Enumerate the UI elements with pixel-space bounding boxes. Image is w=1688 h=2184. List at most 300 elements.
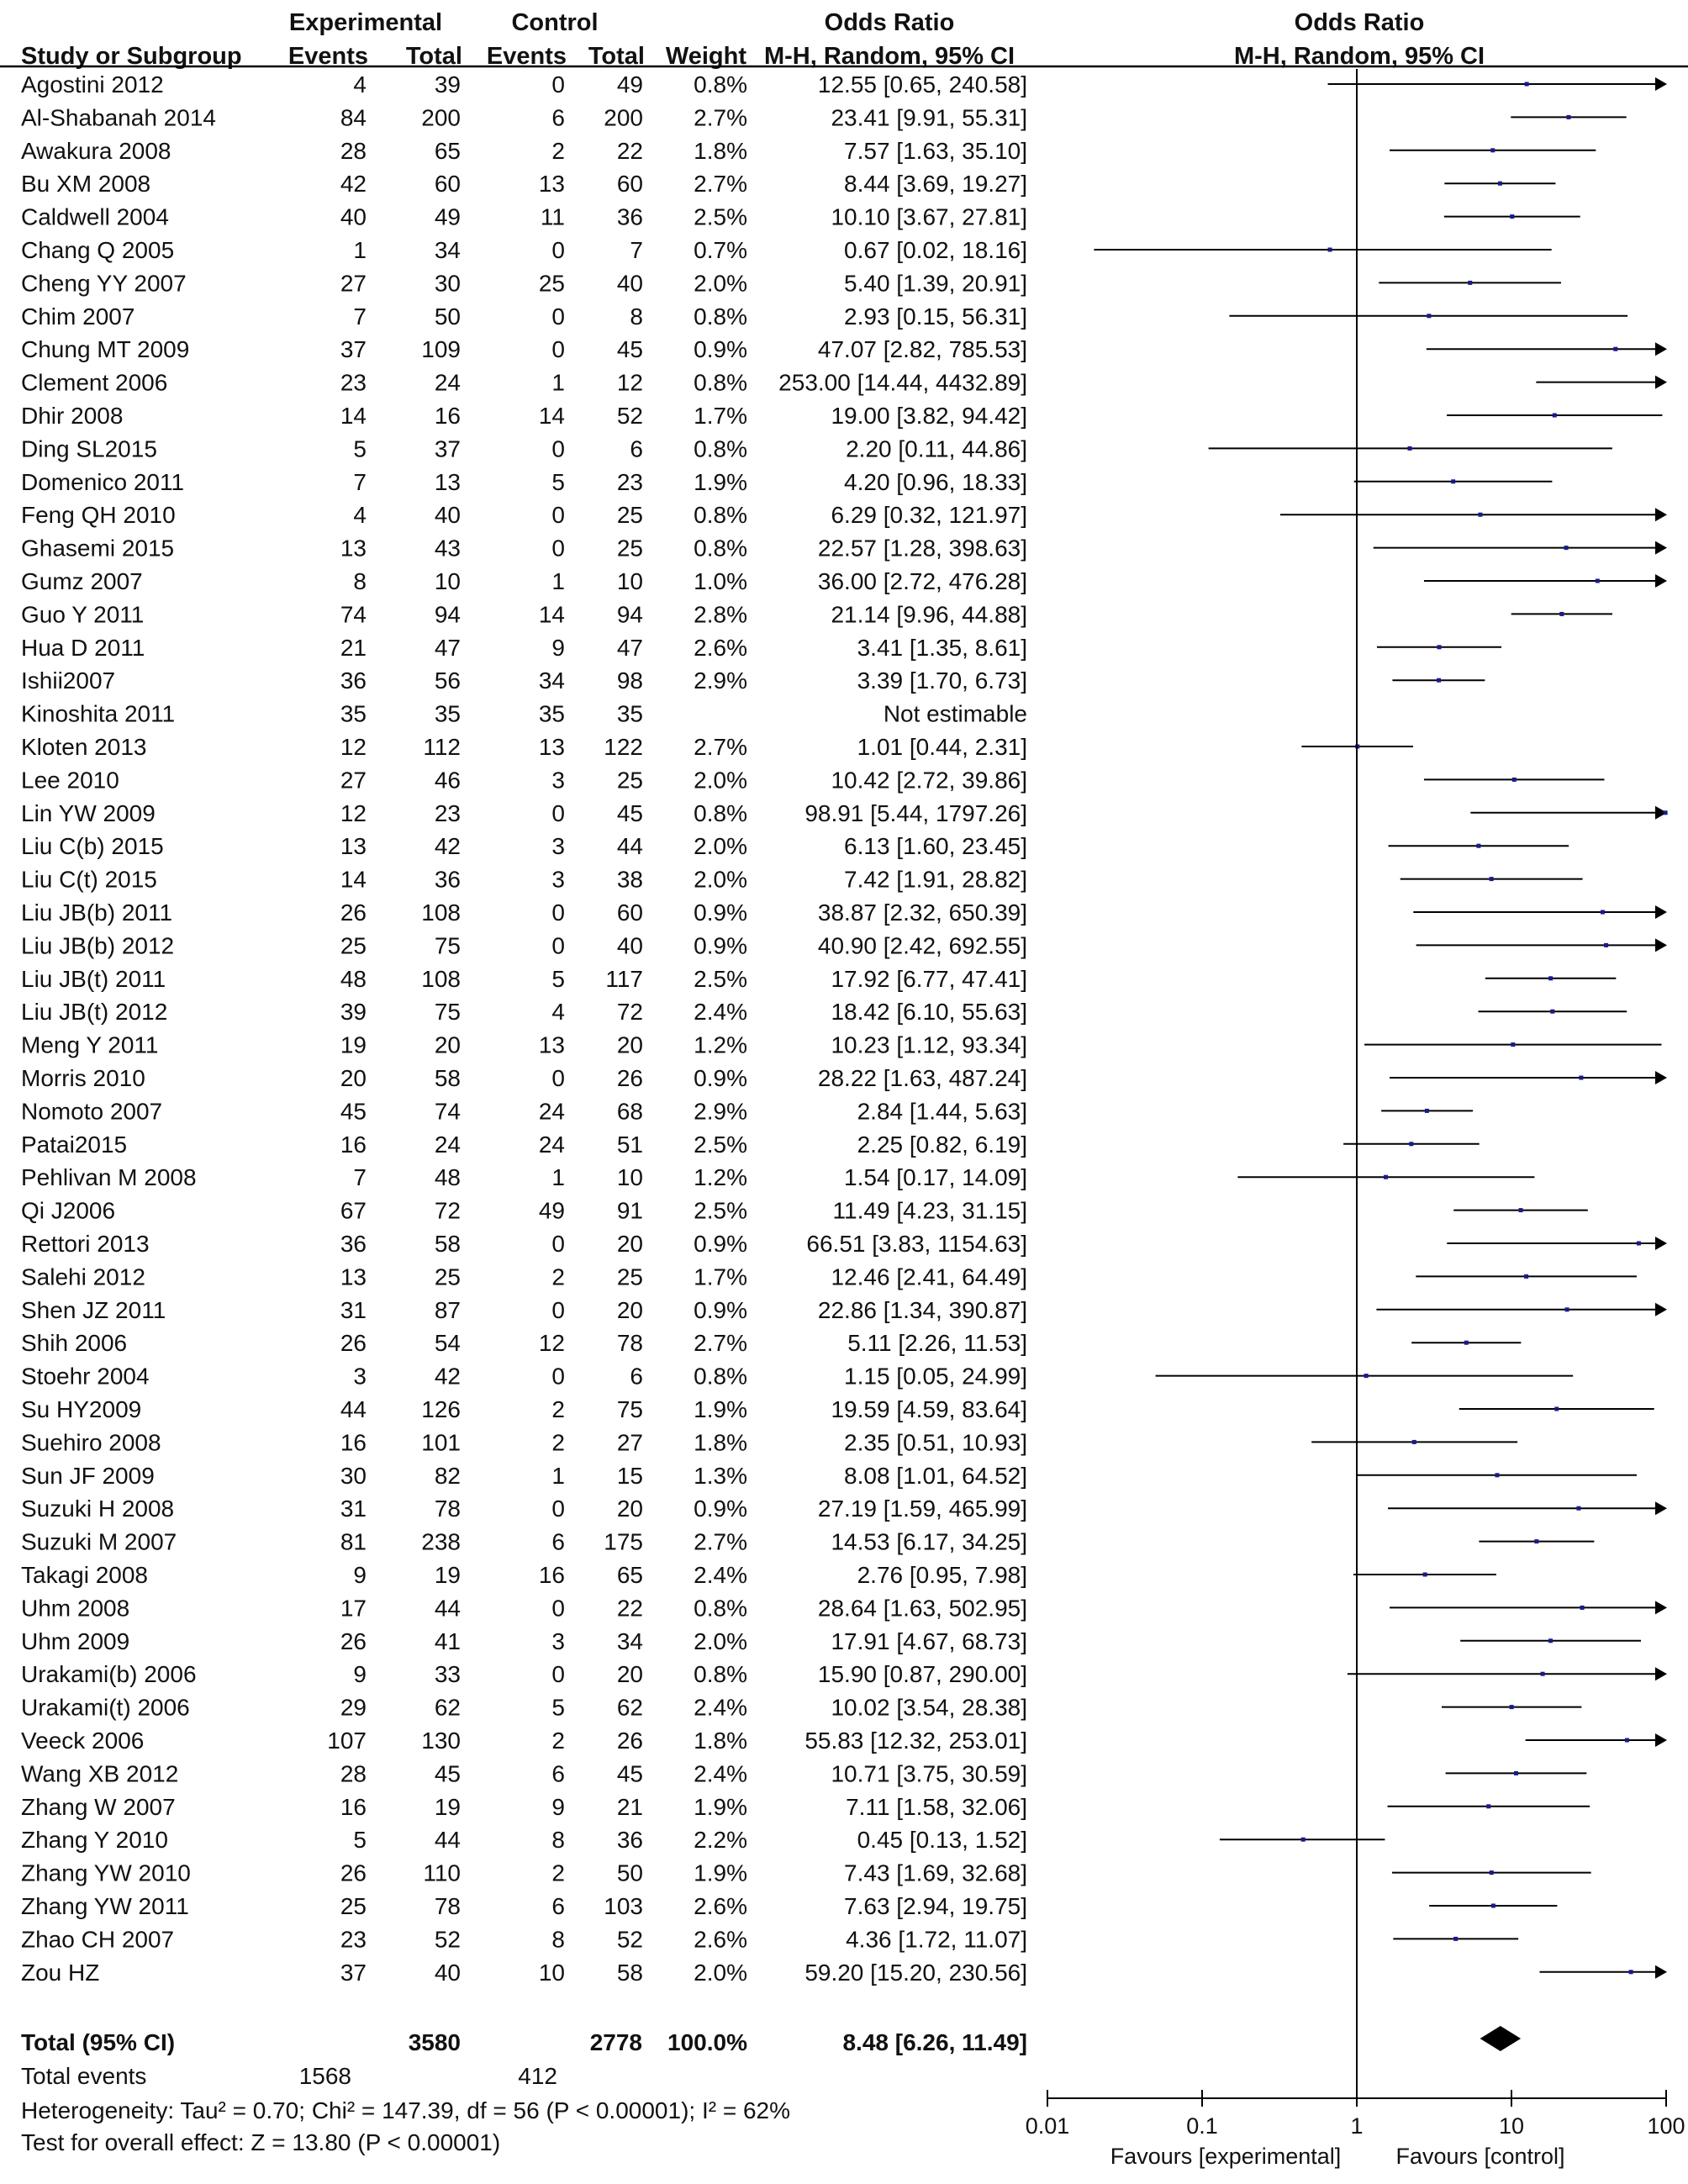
- total-ctl: 91: [616, 1197, 643, 1224]
- total-exp: 45: [434, 1760, 461, 1787]
- events-ctl: 6: [551, 1528, 565, 1555]
- weight: 0.8%: [694, 369, 747, 396]
- table-row: [21, 370, 1027, 396]
- events-ctl: 49: [538, 1197, 565, 1224]
- table-row: [21, 1132, 1027, 1158]
- ci-arrow: [1655, 1237, 1667, 1250]
- events-exp: 5: [353, 1827, 367, 1854]
- point-estimate: [1478, 513, 1482, 517]
- odds-ratio-ci: 11.49 [4.23, 31.15]: [832, 1197, 1027, 1224]
- weight: 0.8%: [694, 435, 747, 462]
- point-estimate: [1498, 182, 1502, 186]
- total-ctl: 62: [616, 1694, 643, 1721]
- total-exp: 33: [434, 1661, 461, 1688]
- table-row: [21, 1728, 1027, 1754]
- point-estimate: [1301, 1838, 1306, 1842]
- total-ctl: 49: [616, 71, 643, 98]
- point-estimate: [1550, 1010, 1554, 1014]
- events-ctl: 0: [551, 1496, 565, 1522]
- total-exp: 54: [434, 1330, 461, 1357]
- odds-ratio-ci: 47.07 [2.82, 785.53]: [817, 336, 1027, 363]
- table-row: [21, 435, 1027, 462]
- odds-ratio-ci: 10.23 [1.12, 93.34]: [831, 1031, 1027, 1058]
- total-ctl: 122: [604, 734, 643, 760]
- events-ctl: 0: [551, 435, 565, 462]
- x-tick-label: 0.01: [1025, 2113, 1070, 2139]
- total-ctl: 23: [616, 468, 643, 495]
- events-ctl: 6: [551, 1893, 565, 1919]
- total-ctl: 25: [616, 535, 643, 562]
- events-ctl: 9: [551, 634, 565, 661]
- table-row: [21, 1263, 1027, 1290]
- study-name: Caldwell 2004: [21, 203, 169, 230]
- header-control: Control: [511, 9, 599, 36]
- total-exp: 36: [434, 866, 461, 893]
- total-exp: 39: [434, 71, 461, 98]
- total-ctl: 45: [616, 336, 643, 363]
- weight: 2.9%: [694, 667, 747, 694]
- odds-ratio-ci: 6.13 [1.60, 23.45]: [844, 833, 1027, 860]
- total-exp: 75: [434, 932, 461, 959]
- weight: 2.7%: [694, 1330, 747, 1357]
- point-estimate: [1553, 414, 1557, 418]
- ci-arrow: [1655, 508, 1667, 521]
- header-odds-ratio-plot: Odds Ratio: [1294, 9, 1425, 36]
- weight: 1.8%: [694, 137, 747, 164]
- events-ctl: 0: [551, 932, 565, 959]
- point-estimate: [1566, 115, 1570, 119]
- weight: 2.0%: [694, 833, 747, 860]
- table-row: [21, 1198, 1027, 1224]
- point-estimate: [1409, 1142, 1413, 1146]
- point-estimate: [1364, 1374, 1369, 1378]
- table-row: [21, 1463, 1027, 1489]
- total-exp: 126: [421, 1396, 461, 1422]
- odds-ratio-ci: 7.57 [1.63, 35.10]: [844, 137, 1027, 164]
- total-ctl: 78: [616, 1330, 643, 1357]
- total-ctl: 8: [630, 303, 643, 330]
- table-row: [21, 469, 1027, 495]
- total-ctl: 15: [616, 1462, 643, 1489]
- events-exp: 42: [340, 171, 367, 198]
- total-exp: 101: [421, 1429, 461, 1456]
- events-ctl: 3: [551, 1627, 565, 1654]
- point-estimate: [1327, 248, 1332, 252]
- total-exp: 13: [434, 468, 461, 495]
- point-estimate: [1468, 281, 1472, 285]
- weight: 0.9%: [694, 932, 747, 959]
- odds-ratio-ci: 19.59 [4.59, 83.64]: [831, 1396, 1027, 1422]
- study-name: Hua D 2011: [21, 634, 145, 661]
- total-ctl: 35: [616, 700, 643, 727]
- weight: 1.8%: [694, 1429, 747, 1456]
- odds-ratio-ci: 3.39 [1.70, 6.73]: [857, 667, 1027, 694]
- weight: 0.8%: [694, 71, 747, 98]
- events-ctl: 5: [551, 1694, 565, 1721]
- weight: 1.9%: [694, 1396, 747, 1422]
- odds-ratio-ci: 12.46 [2.41, 64.49]: [831, 1263, 1027, 1290]
- total-exp: 60: [434, 171, 461, 198]
- weight: 1.7%: [694, 403, 747, 429]
- odds-ratio-ci: 2.76 [0.95, 7.98]: [857, 1562, 1027, 1588]
- events-exp: 81: [340, 1528, 367, 1555]
- total-ctl: 45: [616, 799, 643, 826]
- total-ctl: 38: [616, 866, 643, 893]
- point-estimate: [1437, 678, 1441, 683]
- study-name: Awakura 2008: [21, 137, 171, 164]
- total-exp: 23: [434, 799, 461, 826]
- odds-ratio-ci: 23.41 [9.91, 55.31]: [831, 104, 1027, 131]
- study-name: Zhang YW 2010: [21, 1860, 191, 1886]
- total-ctl: 6: [630, 1363, 643, 1390]
- odds-ratio-ci: 22.86 [1.34, 390.87]: [817, 1296, 1027, 1323]
- point-estimate: [1580, 1606, 1585, 1610]
- total-exp: 200: [421, 104, 461, 131]
- total-exp: 40: [434, 1959, 461, 1986]
- study-name: Agostini 2012: [21, 71, 164, 98]
- events-ctl: 1: [551, 1164, 565, 1191]
- total-exp: 16: [434, 403, 461, 429]
- odds-ratio-ci: 2.20 [0.11, 44.86]: [846, 435, 1027, 462]
- table-row: [21, 1628, 1027, 1654]
- total-exp: 19: [434, 1562, 461, 1588]
- events-ctl: 13: [538, 734, 565, 760]
- total-exp: 75: [434, 999, 461, 1026]
- odds-ratio-ci: 2.35 [0.51, 10.93]: [844, 1429, 1027, 1456]
- study-name: Patai2015: [21, 1131, 128, 1158]
- total-exp: 35: [434, 700, 461, 727]
- total-exp: 3580: [408, 2029, 461, 2055]
- events-exp: 30: [340, 1462, 367, 1489]
- events-exp: 31: [340, 1496, 367, 1522]
- study-name: Pehlivan M 2008: [21, 1164, 197, 1191]
- weight: 0.9%: [694, 1065, 747, 1091]
- ci-arrow: [1655, 1071, 1667, 1084]
- total-ctl: 2778: [589, 2029, 642, 2055]
- study-rows: [21, 71, 1027, 1986]
- heterogeneity-text: Heterogeneity: Tau² = 0.70; Chi² = 147.39, df = 56 (P < 0.00001); I² = 62%: [21, 2097, 791, 2123]
- table-row: [21, 1893, 1027, 1919]
- table-row: [21, 867, 1027, 893]
- odds-ratio-ci: 22.57 [1.28, 398.63]: [817, 535, 1027, 562]
- point-estimate: [1423, 1573, 1427, 1577]
- table-row: [21, 899, 1027, 926]
- total-ctl: 50: [616, 1860, 643, 1886]
- point-estimate: [1565, 1307, 1569, 1311]
- events-ctl: 9: [551, 1793, 565, 1820]
- point-estimate: [1519, 1208, 1523, 1212]
- events-ctl: 8: [551, 1827, 565, 1854]
- events-exp: 9: [353, 1562, 367, 1588]
- events-ctl: 6: [551, 104, 565, 131]
- events-exp: 40: [340, 203, 367, 230]
- point-estimate: [1490, 877, 1494, 881]
- x-tick-label: 100: [1647, 2113, 1685, 2139]
- weight: 0.7%: [694, 237, 747, 263]
- point-estimate: [1554, 1407, 1559, 1411]
- total-exp: 41: [434, 1627, 461, 1654]
- point-estimate: [1576, 1506, 1580, 1511]
- table-row: [21, 403, 1027, 429]
- events-ctl: 25: [538, 270, 565, 297]
- point-estimate: [1476, 844, 1480, 848]
- table-row: [21, 1529, 1027, 1555]
- events-exp: 37: [340, 336, 367, 363]
- total-exp: 108: [421, 899, 461, 926]
- x-tick-label: 1: [1350, 2113, 1364, 2139]
- point-estimate: [1664, 810, 1668, 815]
- total-ctl: 103: [604, 1893, 643, 1919]
- weight: 2.0%: [694, 767, 747, 794]
- study-name: Morris 2010: [21, 1065, 145, 1091]
- odds-ratio-ci: 14.53 [6.17, 34.25]: [831, 1528, 1027, 1555]
- weight: 1.0%: [694, 568, 747, 594]
- total-exp: 82: [434, 1462, 461, 1489]
- header-events-exp: Events: [287, 43, 368, 70]
- total-exp: 24: [434, 1131, 461, 1158]
- events-exp: 23: [340, 1926, 367, 1953]
- odds-ratio-ci: 17.92 [6.77, 47.41]: [831, 965, 1027, 992]
- events-exp: 4: [353, 71, 367, 98]
- events-exp: 28: [340, 137, 367, 164]
- weight: 1.3%: [694, 1462, 747, 1489]
- study-name: Uhm 2008: [21, 1595, 130, 1622]
- ci-arrow: [1655, 1733, 1667, 1747]
- study-name: Suehiro 2008: [21, 1429, 161, 1456]
- header-total-exp: Total: [405, 43, 462, 70]
- total-ctl: 20: [616, 1661, 643, 1688]
- odds-ratio-ci: 7.42 [1.91, 28.82]: [844, 866, 1027, 893]
- study-name: Lee 2010: [21, 767, 119, 794]
- total-ctl: 26: [616, 1065, 643, 1091]
- table-row: [21, 71, 1027, 98]
- total-events-label: Total events: [21, 2063, 147, 2089]
- total-exp: 24: [434, 369, 461, 396]
- total-exp: 52: [434, 1926, 461, 1953]
- events-exp: 26: [340, 1627, 367, 1654]
- table-row: [21, 171, 1027, 197]
- events-ctl: 6: [551, 1760, 565, 1787]
- ci-arrow: [1655, 1965, 1667, 1979]
- total-ctl: 27: [616, 1429, 643, 1456]
- weight: 2.5%: [694, 965, 747, 992]
- total-events-ctl: 412: [518, 2063, 557, 2089]
- events-ctl: 2: [551, 1860, 565, 1886]
- weight: 1.9%: [694, 1860, 747, 1886]
- point-estimate: [1490, 148, 1495, 152]
- study-name: Rettori 2013: [21, 1231, 150, 1257]
- odds-ratio-ci: 36.00 [2.72, 476.28]: [817, 568, 1027, 594]
- events-ctl: 0: [551, 1065, 565, 1091]
- events-ctl: 11: [540, 203, 565, 230]
- total-ctl: 52: [616, 1926, 643, 1953]
- point-estimate: [1613, 347, 1617, 351]
- point-estimate: [1408, 446, 1412, 451]
- events-exp: 37: [340, 1959, 367, 1986]
- events-exp: 36: [340, 667, 367, 694]
- total-ctl: 25: [616, 1263, 643, 1290]
- study-name: Gumz 2007: [21, 568, 143, 594]
- events-exp: 7: [353, 1164, 367, 1191]
- study-name: Zhao CH 2007: [21, 1926, 175, 1953]
- events-exp: 16: [340, 1131, 367, 1158]
- point-estimate: [1629, 1970, 1633, 1974]
- ci-arrow: [1655, 1601, 1667, 1614]
- total-exp: 109: [421, 336, 461, 363]
- study-name: Lin YW 2009: [21, 799, 156, 826]
- total-ctl: 20: [616, 1296, 643, 1323]
- weight: 0.8%: [694, 1363, 747, 1390]
- events-ctl: 2: [551, 1396, 565, 1422]
- events-ctl: 0: [551, 1661, 565, 1688]
- study-name: Domenico 2011: [21, 468, 185, 495]
- events-ctl: 10: [538, 1959, 565, 1986]
- total-exp: 78: [434, 1496, 461, 1522]
- total-ctl: 22: [616, 1595, 643, 1622]
- total-ctl: 20: [616, 1496, 643, 1522]
- weight: 2.0%: [694, 270, 747, 297]
- events-ctl: 34: [538, 667, 565, 694]
- total-ctl: 20: [616, 1031, 643, 1058]
- total-ctl: 175: [604, 1528, 643, 1555]
- study-name: Liu C(b) 2015: [21, 833, 164, 860]
- total-exp: 25: [434, 1263, 461, 1290]
- events-exp: 13: [340, 1263, 367, 1290]
- table-row: [21, 966, 1027, 992]
- total-ctl: 51: [616, 1131, 643, 1158]
- weight: 2.4%: [694, 1760, 747, 1787]
- study-name: Ishii2007: [21, 667, 116, 694]
- events-exp: 5: [353, 435, 367, 462]
- study-name: Al-Shabanah 2014: [21, 104, 216, 131]
- weight: 2.0%: [694, 1627, 747, 1654]
- total-exp: 46: [434, 767, 461, 794]
- events-ctl: 24: [538, 1131, 565, 1158]
- total-ctl: 25: [616, 767, 643, 794]
- events-ctl: 3: [551, 767, 565, 794]
- study-name: Suzuki H 2008: [21, 1496, 175, 1522]
- ci-arrow: [1655, 938, 1667, 952]
- events-ctl: 1: [551, 568, 565, 594]
- weight: 1.9%: [694, 1793, 747, 1820]
- study-name: Su HY2009: [21, 1396, 142, 1422]
- header-experimental: Experimental: [288, 9, 443, 36]
- weight: 2.7%: [694, 104, 747, 131]
- events-ctl: 2: [551, 1263, 565, 1290]
- point-estimate: [1384, 1175, 1388, 1179]
- weight: 2.9%: [694, 1098, 747, 1125]
- study-name: Shen JZ 2011: [21, 1296, 166, 1323]
- total-ctl: 58: [616, 1959, 643, 1986]
- table-row: [21, 1396, 1027, 1422]
- header-odds-ratio: Odds Ratio: [824, 9, 955, 36]
- odds-ratio-ci: 28.22 [1.63, 487.24]: [817, 1065, 1027, 1091]
- table-row: [21, 104, 1027, 130]
- weight: 0.9%: [694, 899, 747, 926]
- table-row: [21, 1827, 1027, 1853]
- events-ctl: 12: [538, 1330, 565, 1357]
- weight: 2.7%: [694, 734, 747, 760]
- total-exp: 108: [421, 965, 461, 992]
- point-estimate: [1511, 1042, 1515, 1047]
- point-estimate: [1453, 1937, 1458, 1941]
- events-exp: 74: [340, 601, 367, 628]
- events-ctl: 0: [551, 535, 565, 562]
- table-row: [21, 1695, 1027, 1721]
- table-row: [21, 601, 1027, 627]
- point-estimate: [1412, 1440, 1416, 1444]
- point-estimate: [1596, 579, 1600, 583]
- study-name: Ghasemi 2015: [21, 535, 175, 562]
- weight: 0.8%: [694, 1595, 747, 1622]
- table-row: [21, 667, 1027, 694]
- odds-ratio-ci: 4.36 [1.72, 11.07]: [846, 1926, 1027, 1953]
- weight: 0.9%: [694, 1496, 747, 1522]
- odds-ratio-ci: 6.29 [0.32, 121.97]: [831, 502, 1027, 529]
- events-ctl: 2: [551, 137, 565, 164]
- odds-ratio-ci: 7.11 [1.58, 32.06]: [846, 1793, 1027, 1820]
- total-exp: 42: [434, 833, 461, 860]
- weight: 2.0%: [694, 866, 747, 893]
- study-name: Stoehr 2004: [21, 1363, 150, 1390]
- study-name: Nomoto 2007: [21, 1098, 163, 1125]
- ci-arrow: [1655, 1303, 1667, 1316]
- events-exp: 26: [340, 899, 367, 926]
- odds-ratio-ci: 8.44 [3.69, 19.27]: [844, 171, 1027, 198]
- events-exp: 8: [353, 568, 367, 594]
- ci-arrow: [1655, 905, 1667, 919]
- events-exp: 16: [340, 1429, 367, 1456]
- events-exp: 14: [340, 866, 367, 893]
- table-row: [21, 1794, 1027, 1820]
- weight: 1.8%: [694, 1728, 747, 1754]
- weight: 2.4%: [694, 1562, 747, 1588]
- odds-ratio-ci: 5.11 [2.26, 11.53]: [847, 1330, 1027, 1357]
- weight: 0.8%: [694, 799, 747, 826]
- total-ctl: 21: [616, 1793, 643, 1820]
- table-row: [21, 1562, 1027, 1588]
- total-weight: 100.0%: [667, 2029, 747, 2055]
- study-name: Feng QH 2010: [21, 502, 176, 529]
- odds-ratio-ci: 10.71 [3.75, 30.59]: [831, 1760, 1027, 1787]
- weight: 0.8%: [694, 535, 747, 562]
- table-row: [21, 1098, 1027, 1124]
- events-exp: 7: [353, 468, 367, 495]
- study-name: Wang XB 2012: [21, 1760, 179, 1787]
- events-ctl: 3: [551, 833, 565, 860]
- study-name: Bu XM 2008: [21, 171, 151, 198]
- odds-ratio-ci: 3.41 [1.35, 8.61]: [857, 634, 1027, 661]
- study-name: Sun JF 2009: [21, 1462, 155, 1489]
- table-row: [21, 535, 1027, 562]
- odds-ratio-ci: 19.00 [3.82, 94.42]: [831, 403, 1027, 429]
- total-ctl: 200: [604, 104, 643, 131]
- odds-ratio-ci: 2.84 [1.44, 5.63]: [857, 1098, 1027, 1125]
- events-ctl: 0: [551, 1595, 565, 1622]
- study-name: Liu JB(t) 2011: [21, 965, 166, 992]
- study-name: Liu JB(b) 2012: [21, 932, 175, 959]
- total-exp: 74: [434, 1098, 461, 1125]
- odds-ratio-ci: 55.83 [12.32, 253.01]: [804, 1728, 1027, 1754]
- study-name: Meng Y 2011: [21, 1031, 159, 1058]
- odds-ratio-ci: 10.02 [3.54, 28.38]: [831, 1694, 1027, 1721]
- total-exp: 87: [434, 1296, 461, 1323]
- odds-ratio-ci: 2.25 [0.82, 6.19]: [857, 1131, 1027, 1158]
- total-exp: 34: [434, 237, 461, 263]
- events-exp: 84: [340, 104, 367, 131]
- table-row: [21, 1760, 1027, 1786]
- events-ctl: 14: [538, 601, 565, 628]
